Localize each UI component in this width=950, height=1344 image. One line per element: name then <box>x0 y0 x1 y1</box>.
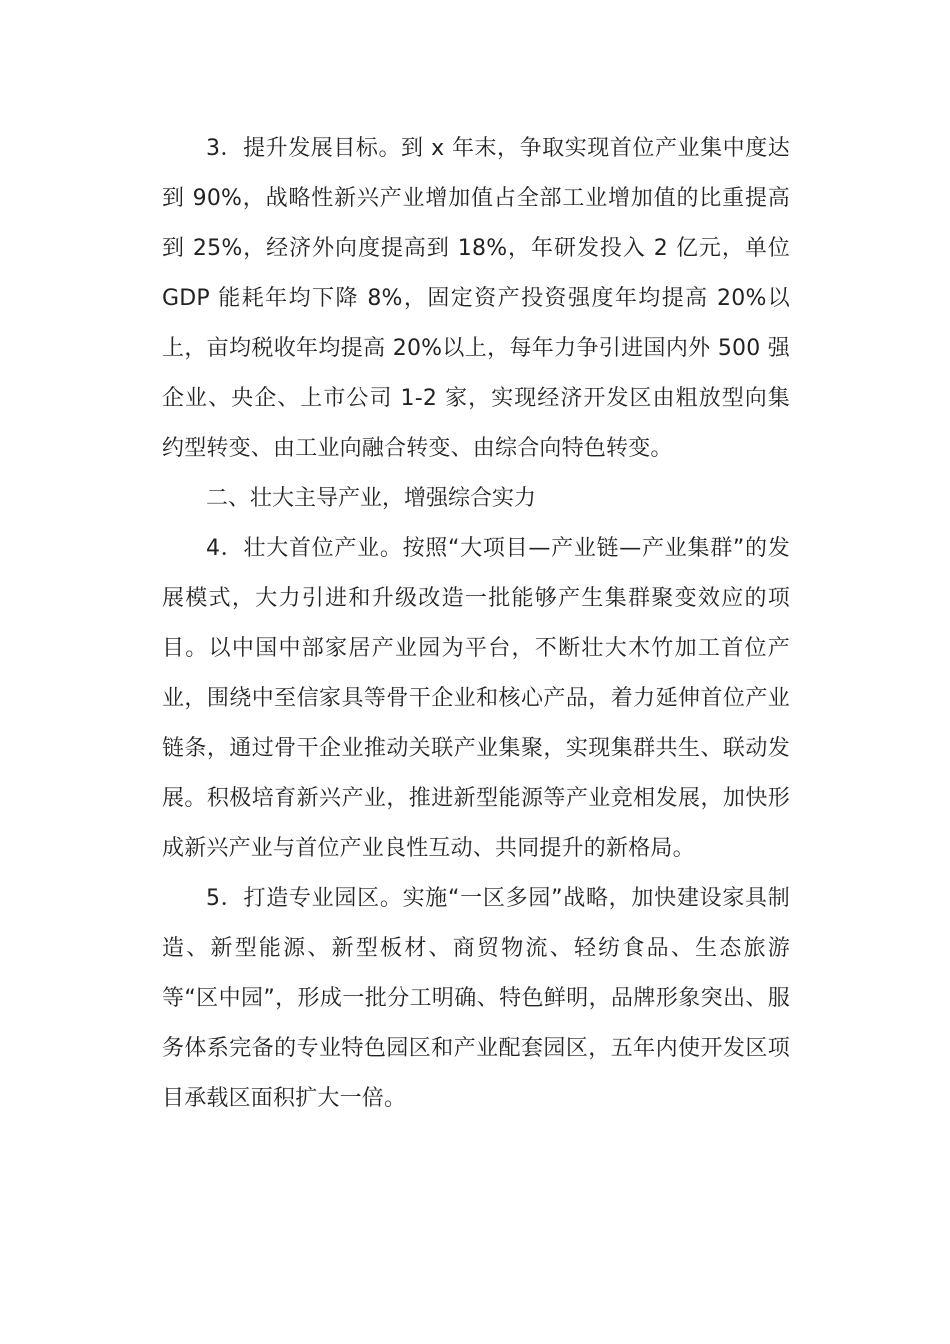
paragraph-4-leading-industry: 4．壮大首位产业。按照“大项目—产业链—产业集群”的发展模式，大力引进和升级改造一批能够产生集群聚变效应的项目。以中国中部家居产业园为平台，不断壮大木竹加工首位产业，围绕中至信家具等骨干企业和核心产品，着力延伸首位产业链条，通过骨干企业推动关联产业集聚，实现集群共生、联动发展。积极培育新兴产业，推进新型能源等产业竞相发展，加快形成新兴产业与首位产业良性互动、共同提升的新格局。 <box>162 536 790 861</box>
paragraph-5-specialized-parks: 5．打造专业园区。实施“一区多园”战略，加快建设家具制造、新型能源、新型板材、商贸物流、轻纺食品、生态旅游等“区中园”，形成一批分工明确、特色鲜明，品牌形象突出、服务体系完备的专业特色园区和产业配套园区，五年内使开发区项目承载区面积扩大一倍。 <box>162 886 790 1111</box>
document-body <box>162 124 790 1124</box>
section-heading-2: 二、壮大主导产业，增强综合实力 <box>206 486 537 511</box>
paragraph-3-development-goals: 3．提升发展目标。到 x 年末，争取实现首位产业集中度达到 90%，战略性新兴产业增加值占全部工业增加值的比重提高到 25%，经济外向度提高到 18%，年研发投入 2 亿元，单位 GDP 能耗年均下降 8%，固定资产投资强度年均提高 20%以上，亩均税收年均提高 20%以上，每年力争引进国内外 500 强企业、央企、上市公司 1-2 家，实现经济开发区由粗放型向集约型转变、由工业向融合转变、由综合向特色转变。 <box>162 136 790 461</box>
